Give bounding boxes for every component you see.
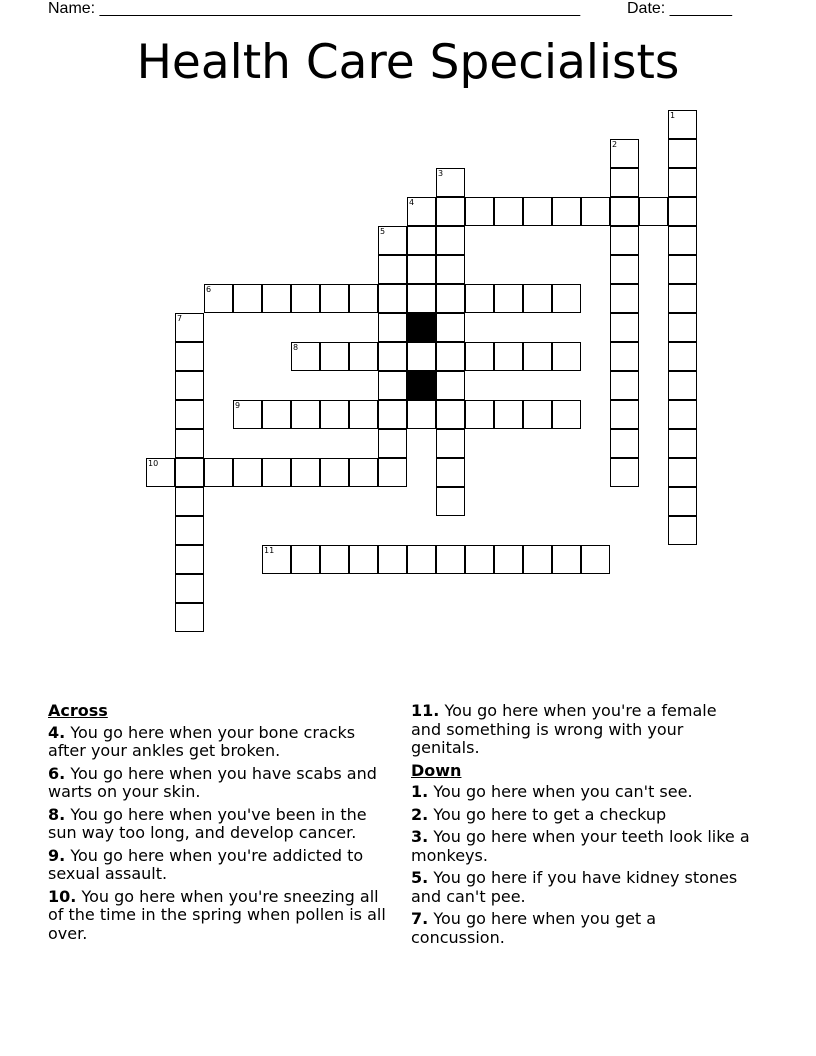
down-heading: Down	[411, 760, 462, 780]
letter-square[interactable]	[378, 284, 407, 313]
clue-text: You go here when you can't see.	[433, 782, 693, 801]
letter-square[interactable]	[378, 313, 407, 342]
letter-square[interactable]	[436, 371, 465, 400]
letter-square[interactable]	[581, 197, 610, 226]
square-number: 5	[380, 227, 386, 236]
clues-left-column	[48, 702, 388, 947]
blocked-square	[407, 371, 436, 400]
clue-text: You go here when you're a female and something is wrong with your genitals.	[411, 701, 717, 757]
letter-square[interactable]	[378, 400, 407, 429]
letter-square[interactable]	[610, 342, 639, 371]
letter-square[interactable]	[436, 313, 465, 342]
clue-down-7	[411, 910, 751, 947]
letter-square[interactable]	[407, 342, 436, 371]
letter-square[interactable]	[639, 197, 668, 226]
letter-square[interactable]	[233, 458, 262, 487]
letter-square[interactable]	[610, 284, 639, 313]
letter-square[interactable]	[610, 255, 639, 284]
letter-square[interactable]	[668, 458, 697, 487]
date-line: Date: _______	[627, 0, 732, 17]
letter-square[interactable]	[349, 400, 378, 429]
letter-square[interactable]	[436, 226, 465, 255]
letter-square[interactable]	[465, 545, 494, 574]
letter-square[interactable]	[175, 400, 204, 429]
clue-across-11	[411, 702, 751, 758]
letter-square[interactable]	[465, 284, 494, 313]
letter-square[interactable]	[378, 458, 407, 487]
page-title: Health Care Specialists	[136, 35, 680, 90]
clue-number: 1.	[411, 782, 429, 801]
letter-square[interactable]	[407, 284, 436, 313]
letter-square[interactable]	[436, 168, 465, 197]
letter-square[interactable]	[436, 284, 465, 313]
name-line: Name: ______________________________________________________	[48, 0, 581, 17]
letter-square[interactable]	[175, 545, 204, 574]
letter-square[interactable]	[175, 516, 204, 545]
letter-square[interactable]	[175, 603, 204, 632]
letter-square[interactable]	[349, 284, 378, 313]
square-number: 3	[438, 169, 444, 178]
letter-square[interactable]	[581, 545, 610, 574]
letter-square[interactable]	[668, 487, 697, 516]
square-number: 10	[148, 459, 159, 468]
clue-number: 7.	[411, 909, 429, 928]
letter-square[interactable]	[291, 400, 320, 429]
letter-square[interactable]	[668, 226, 697, 255]
blocked-square	[407, 313, 436, 342]
letter-square[interactable]	[436, 545, 465, 574]
clue-down-2	[411, 806, 751, 825]
square-number: 11	[264, 546, 275, 555]
letter-square[interactable]	[610, 400, 639, 429]
across-heading: Across	[48, 701, 108, 720]
letter-square[interactable]	[523, 545, 552, 574]
clue-number: 5.	[411, 868, 429, 887]
letter-square[interactable]	[610, 371, 639, 400]
square-number: 4	[409, 198, 415, 207]
letter-square[interactable]	[436, 400, 465, 429]
clue-text: You go here when you're sneezing all of the time in the spring when pollen is all over.	[48, 886, 386, 943]
clue-text: You go here when you're addicted to sexual assault.	[48, 845, 364, 883]
clue-text: You go here to get a checkup	[433, 804, 667, 824]
square-number: 9	[235, 401, 241, 410]
letter-square[interactable]	[494, 342, 523, 371]
letter-square[interactable]	[378, 255, 407, 284]
letter-square[interactable]	[204, 284, 233, 313]
clue-number: 3.	[411, 827, 429, 846]
letter-square[interactable]	[610, 168, 639, 197]
clue-across-9	[48, 847, 388, 884]
clue-number: 6.	[48, 763, 66, 783]
letter-square[interactable]	[175, 458, 204, 487]
clue-down-5	[411, 869, 751, 906]
letter-square[interactable]	[494, 197, 523, 226]
letter-square[interactable]	[407, 226, 436, 255]
letter-square[interactable]	[175, 313, 204, 342]
letter-square[interactable]	[494, 545, 523, 574]
letter-square[interactable]	[407, 545, 436, 574]
letter-square[interactable]	[668, 197, 697, 226]
letter-square[interactable]	[610, 458, 639, 487]
square-number: 1	[670, 111, 676, 120]
letter-square[interactable]	[175, 371, 204, 400]
letter-square[interactable]	[494, 284, 523, 313]
letter-square[interactable]	[668, 110, 697, 139]
letter-square[interactable]	[262, 458, 291, 487]
square-number: 6	[206, 285, 212, 294]
clue-number: 4.	[48, 722, 66, 742]
letter-square[interactable]	[262, 284, 291, 313]
clue-text: You go here when you've been in the sun way too long, and develop cancer.	[48, 804, 367, 842]
clue-across-6	[48, 765, 388, 802]
letter-square[interactable]	[320, 284, 349, 313]
clue-number: 9.	[48, 845, 66, 865]
clue-number: 11.	[411, 701, 440, 720]
letter-square[interactable]	[436, 487, 465, 516]
clue-across-4	[48, 724, 388, 761]
letter-square[interactable]	[378, 371, 407, 400]
letter-square[interactable]	[407, 400, 436, 429]
letter-square[interactable]	[552, 342, 581, 371]
clue-across-8	[48, 806, 388, 843]
clue-number: 8.	[48, 804, 66, 824]
letter-square[interactable]	[523, 284, 552, 313]
letter-square[interactable]	[610, 429, 639, 458]
letter-square[interactable]	[320, 400, 349, 429]
letter-square[interactable]	[146, 458, 175, 487]
letter-square[interactable]	[436, 458, 465, 487]
letter-square[interactable]	[175, 574, 204, 603]
letter-square[interactable]	[668, 284, 697, 313]
letter-square[interactable]	[349, 342, 378, 371]
clue-down-1	[411, 783, 751, 802]
square-number: 2	[612, 140, 618, 149]
letter-square[interactable]	[552, 284, 581, 313]
clue-across-10	[48, 888, 388, 944]
clue-text: You go here when your bone cracks after your ankles get broken.	[48, 722, 356, 760]
letter-square[interactable]	[668, 400, 697, 429]
square-number: 8	[293, 343, 299, 352]
letter-square[interactable]	[668, 255, 697, 284]
letter-square[interactable]	[436, 255, 465, 284]
letter-square[interactable]	[349, 545, 378, 574]
letter-square[interactable]	[349, 458, 378, 487]
letter-square[interactable]	[320, 545, 349, 574]
letter-square[interactable]	[175, 487, 204, 516]
letter-square[interactable]	[407, 255, 436, 284]
clue-text: You go here when you get a concussion.	[411, 909, 657, 947]
letter-square[interactable]	[291, 284, 320, 313]
letter-square[interactable]	[494, 400, 523, 429]
letter-square[interactable]	[668, 429, 697, 458]
letter-square[interactable]	[233, 400, 262, 429]
letter-square[interactable]	[436, 342, 465, 371]
letter-square[interactable]	[291, 342, 320, 371]
letter-square[interactable]	[610, 226, 639, 255]
letter-square[interactable]	[378, 545, 407, 574]
letter-square[interactable]	[610, 139, 639, 168]
letter-square[interactable]	[610, 197, 639, 226]
clue-text: You go here if you have kidney stones and can't pee.	[411, 868, 738, 906]
clue-number: 2.	[411, 804, 429, 824]
letter-square[interactable]	[668, 516, 697, 545]
letter-square[interactable]	[175, 342, 204, 371]
letter-square[interactable]	[233, 284, 262, 313]
letter-square[interactable]	[407, 197, 436, 226]
letter-square[interactable]	[552, 545, 581, 574]
letter-square[interactable]	[436, 429, 465, 458]
letter-square[interactable]	[320, 458, 349, 487]
letter-square[interactable]	[175, 429, 204, 458]
letter-square[interactable]	[262, 400, 291, 429]
letter-square[interactable]	[523, 197, 552, 226]
letter-square[interactable]	[610, 313, 639, 342]
letter-square[interactable]	[668, 371, 697, 400]
letter-square[interactable]	[465, 197, 494, 226]
letter-square[interactable]	[668, 342, 697, 371]
letter-square[interactable]	[378, 226, 407, 255]
letter-square[interactable]	[523, 342, 552, 371]
letter-square[interactable]	[204, 458, 233, 487]
clue-text: You go here when your teeth look like a monkeys.	[411, 827, 750, 865]
letter-square[interactable]	[436, 197, 465, 226]
letter-square[interactable]	[262, 545, 291, 574]
letter-square[interactable]	[320, 342, 349, 371]
letter-square[interactable]	[668, 139, 697, 168]
letter-square[interactable]	[465, 400, 494, 429]
clue-number: 10.	[48, 886, 77, 906]
letter-square[interactable]	[552, 197, 581, 226]
clue-text: You go here when you have scabs and warts on your skin.	[48, 763, 377, 801]
letter-square[interactable]	[378, 429, 407, 458]
letter-square[interactable]	[378, 342, 407, 371]
letter-square[interactable]	[291, 458, 320, 487]
clues-right-column	[411, 702, 751, 951]
letter-square[interactable]	[523, 400, 552, 429]
clue-down-3	[411, 828, 751, 865]
letter-square[interactable]	[465, 342, 494, 371]
letter-square[interactable]	[291, 545, 320, 574]
letter-square[interactable]	[668, 313, 697, 342]
letter-square[interactable]	[668, 168, 697, 197]
square-number: 7	[177, 314, 183, 323]
letter-square[interactable]	[552, 400, 581, 429]
